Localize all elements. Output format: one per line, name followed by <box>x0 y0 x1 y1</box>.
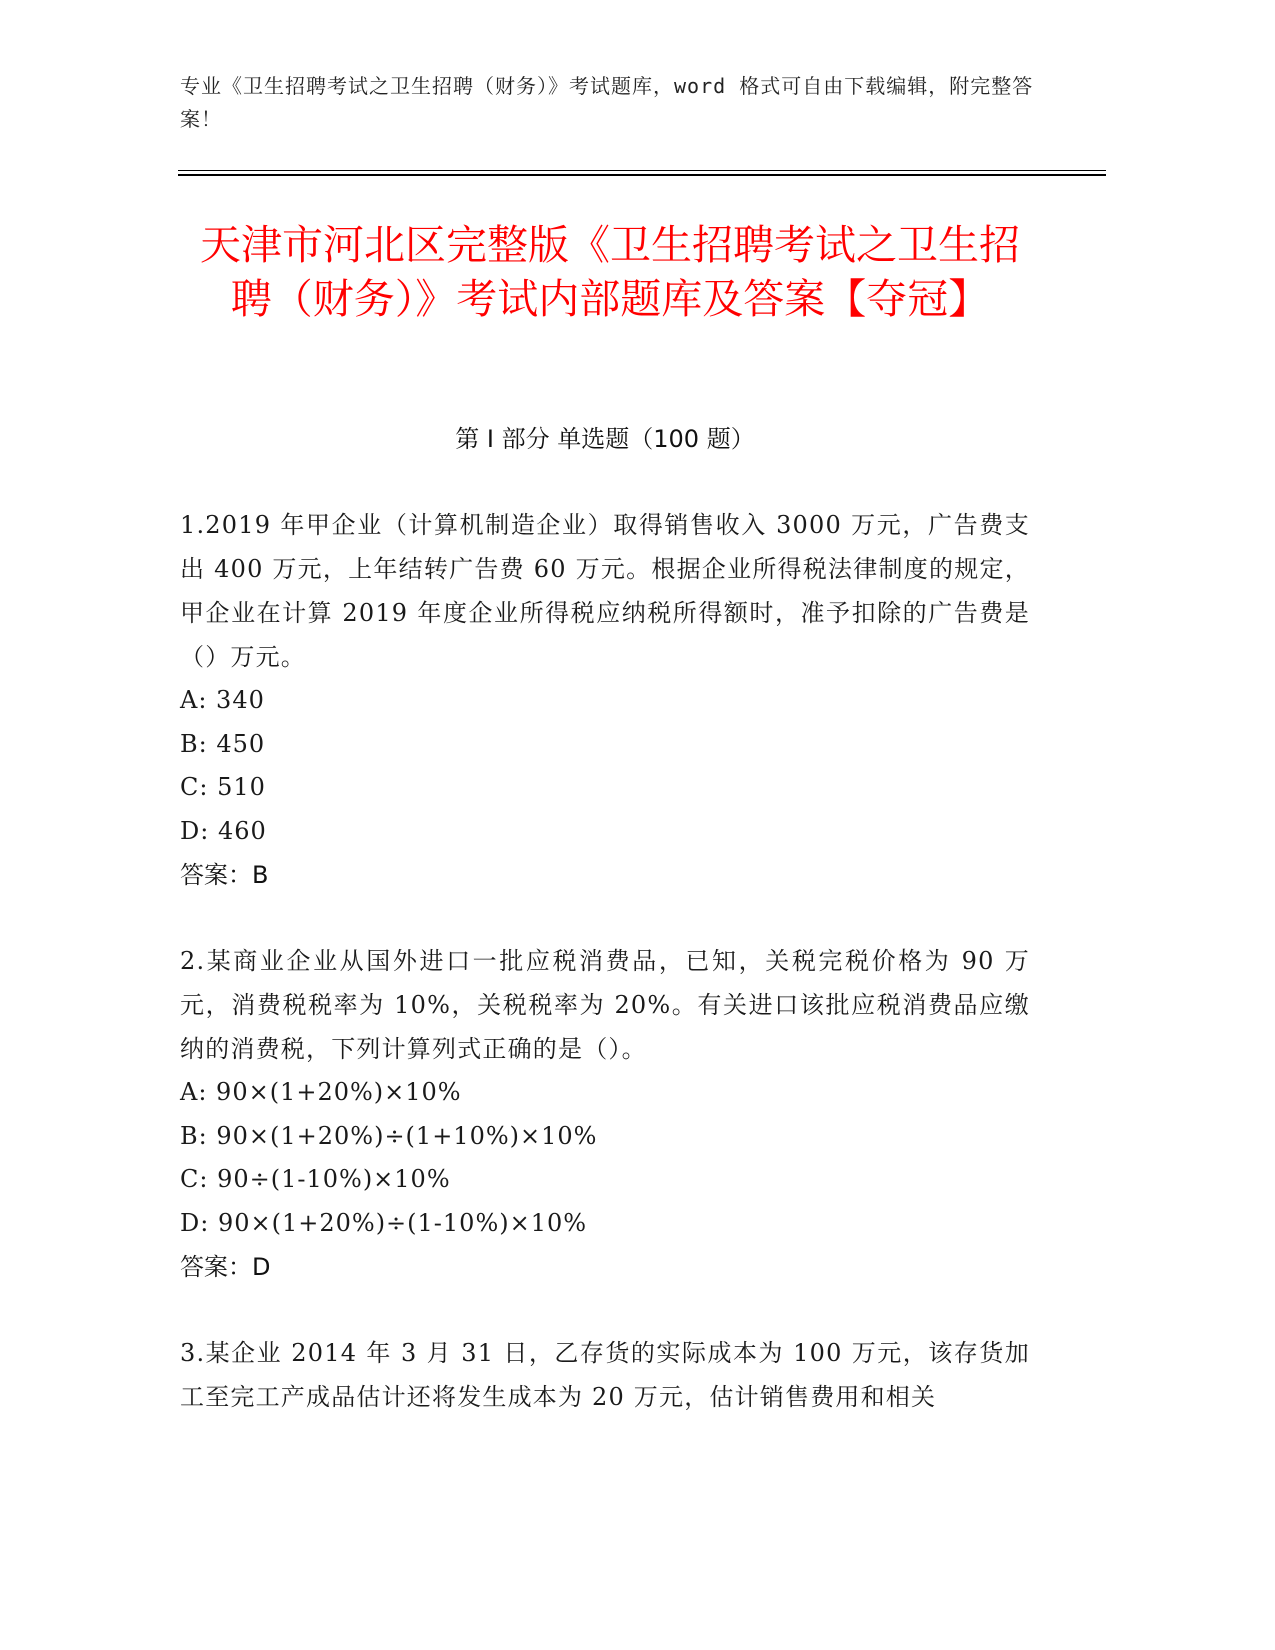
option-c: C: 90÷(1-10%)×10% <box>180 1165 451 1193</box>
header-rule-thin <box>178 170 1106 171</box>
option-b: B: 90×(1+20%)÷(1+10%)×10% <box>180 1121 598 1150</box>
question-text: 1.2019 年甲企业（计算机制造企业）取得销售收入 3000 万元，广告费支出 400 万元，上年结转广告费 60 万元。根据企业所得税法律制度的规定，甲企业在计算 2019 年度企业所得税应纳税所得额时，准予扣除的广告费是（）万元。 <box>180 511 1030 671</box>
question-text: 3.某企业 2014 年 3 月 31 日，乙存货的实际成本为 100 万元，该存货加工至完工产成品估计还将发生成本为 20 万元，估计销售费用和相关 <box>180 1339 1030 1411</box>
question-2 <box>180 939 1030 1289</box>
option-a: A: 90×(1+20%)×10% <box>180 1078 462 1106</box>
question-list <box>180 503 1030 1461</box>
option-b: B: 450 <box>180 729 266 758</box>
option-d: D: 460 <box>180 816 267 845</box>
option-a: A: 340 <box>180 686 265 714</box>
option-c: C: 510 <box>180 773 266 801</box>
header-rule-thick <box>178 174 1106 176</box>
answer-label: 答案：D <box>180 1253 271 1281</box>
answer-label: 答案：B <box>180 861 269 889</box>
section-heading: 第 I 部分 单选题（100 题） <box>455 425 755 453</box>
option-d: D: 90×(1+20%)÷(1-10%)×10% <box>180 1208 588 1237</box>
question-text: 2.某商业企业从国外进口一批应税消费品，已知，关税完税价格为 90 万元，消费税税率为 10%，关税税率为 20%。有关进口该批应税消费品应缴纳的消费税，下列计算列式正确的是（）。 <box>180 947 1030 1063</box>
document-title: 天津市河北区完整版《卫生招聘考试之卫生招聘（财务）》考试内部题库及答案【夺冠】 <box>200 221 1020 323</box>
header-note: 专业《卫生招聘考试之卫生招聘（财务）》考试题库，word 格式可自由下载编辑，附完整答案！ <box>180 74 1034 131</box>
question-3 <box>180 1331 1030 1419</box>
question-1 <box>180 503 1030 897</box>
